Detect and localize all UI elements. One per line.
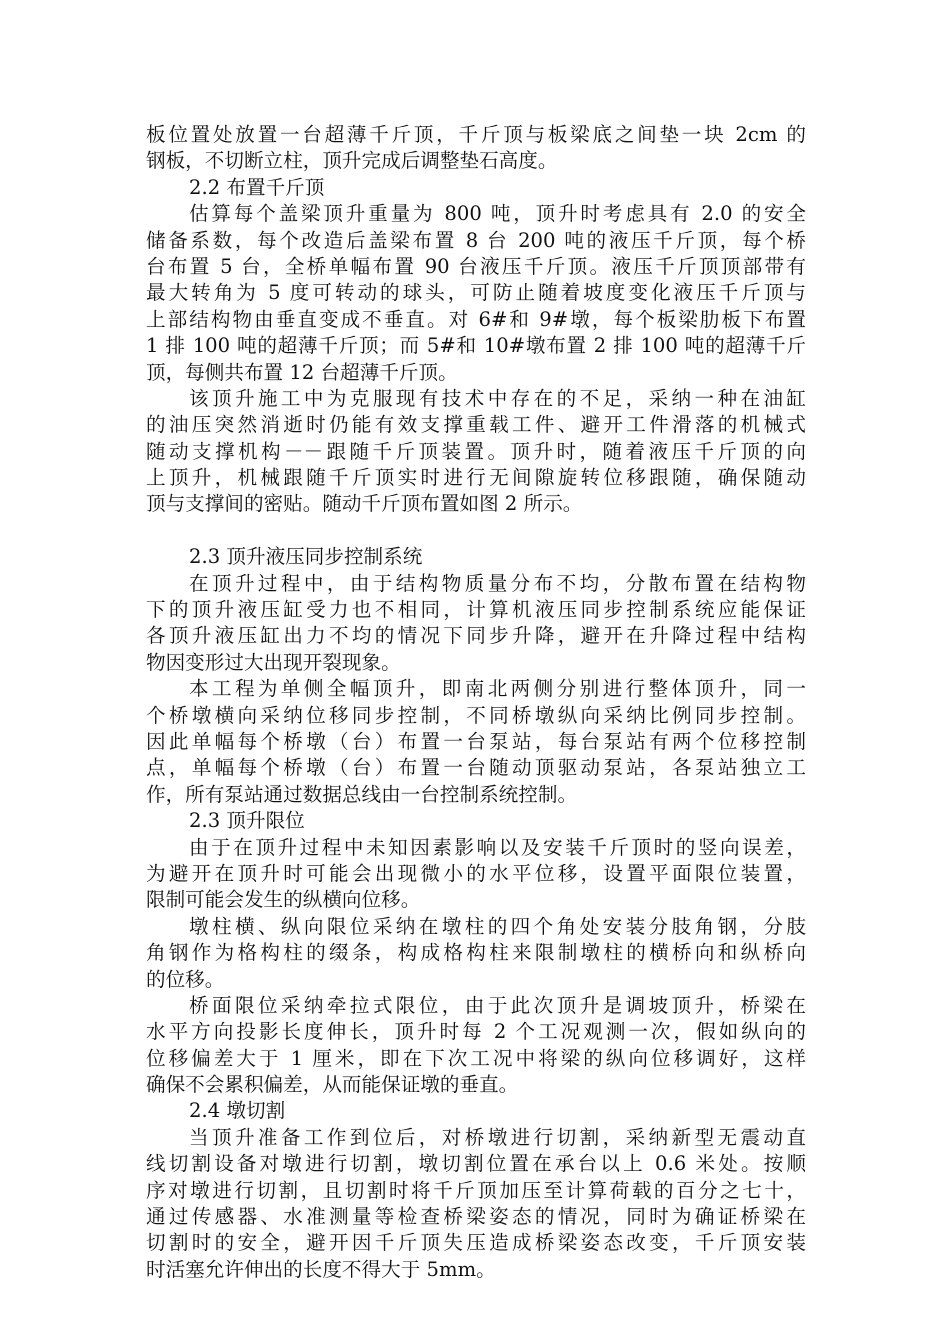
paragraph-line: 的油压突然消逝时仍能有效支撑重载工件、避开工件滑落的机械式 bbox=[146, 413, 806, 437]
paragraph-line: 当顶升准备工作到位后，对桥墩进行切割，采纳新型无震动直 bbox=[189, 1125, 806, 1149]
paragraph-line: 各顶升液压缸出力不均的情况下同步升降，避开在升降过程中结构 bbox=[146, 624, 806, 648]
paragraph-line: 1 排 100 吨的超薄千斤顶；而 5#和 10#墩布置 2 排 100 吨的超薄千斤 bbox=[146, 334, 806, 358]
paragraph-line: 钢板，不切断立柱，顶升完成后调整垫石高度。 bbox=[146, 149, 558, 173]
paragraph-line: 确保不会累积偏差，从而能保证墩的垂直。 bbox=[146, 1073, 519, 1097]
paragraph-line: 顶，每侧共布置 12 台超薄千斤顶。 bbox=[146, 360, 458, 384]
paragraph-line: 切割时的安全，避开因千斤顶失压造成桥梁姿态改变，千斤顶安装 bbox=[146, 1231, 806, 1255]
paragraph-line: 该顶升施工中为克服现有技术中存在的不足，采纳一种在油缸 bbox=[189, 386, 806, 410]
paragraph-line: 在顶升过程中，由于结构物质量分布不均，分散布置在结构物 bbox=[189, 571, 806, 595]
section-heading: 2.4 墩切割 bbox=[189, 1099, 286, 1123]
paragraph-line: 桥面限位采纳牵拉式限位，由于此次顶升是调坡顶升，桥梁在 bbox=[189, 993, 806, 1017]
section-heading: 2.3 顶升液压同步控制系统 bbox=[189, 545, 423, 569]
paragraph-line: 的位移。 bbox=[146, 967, 225, 991]
paragraph-line: 本工程为单侧全幅顶升，即南北两侧分别进行整体顶升，同一 bbox=[189, 677, 806, 701]
paragraph-line: 水平方向投影长度伸长，顶升时每 2 个工况观测一次，假如纵向的 bbox=[146, 1020, 806, 1044]
paragraph-line: 估算每个盖梁顶升重量为 800 吨，顶升时考虑具有 2.0 的安全 bbox=[189, 202, 806, 226]
paragraph-line: 位移偏差大于 1 厘米，即在下次工况中将梁的纵向位移调好，这样 bbox=[146, 1046, 806, 1070]
paragraph-line: 储备系数，每个改造后盖梁布置 8 台 200 吨的液压千斤顶，每个桥 bbox=[146, 228, 806, 252]
paragraph-line: 由于在顶升过程中未知因素影响以及安装千斤顶时的竖向误差， bbox=[189, 835, 806, 859]
paragraph-line: 板位置处放置一台超薄千斤顶，千斤顶与板梁底之间垫一块 2cm 的 bbox=[146, 123, 806, 146]
paragraph-line: 墩柱横、纵向限位采纳在墩柱的四个角处安装分肢角钢，分肢 bbox=[189, 914, 806, 938]
section-heading: 2.3 顶升限位 bbox=[189, 809, 305, 833]
paragraph-line: 物因变形过大出现开裂现象。 bbox=[146, 650, 401, 674]
blank-line bbox=[146, 518, 806, 544]
paragraph-line: 时活塞允许伸出的长度不得大于 5mm。 bbox=[146, 1257, 496, 1281]
paragraph-line: 通过传感器、水准测量等检查桥梁姿态的情况，同时为确证桥梁在 bbox=[146, 1205, 806, 1229]
paragraph-line: 最大转角为 5 度可转动的球头，可防止随着坡度变化液压千斤顶与 bbox=[146, 281, 806, 305]
section-heading: 2.2 布置千斤顶 bbox=[189, 175, 325, 199]
paragraph-line: 为避开在顶升时可能会出现微小的水平位移，设置平面限位装置， bbox=[146, 861, 806, 885]
paragraph-line: 限制可能会发生的纵横向位移。 bbox=[146, 888, 421, 912]
paragraph-line: 点，单幅每个桥墩（台）布置一台随动顶驱动泵站，各泵站独立工 bbox=[146, 756, 806, 780]
paragraph-line: 角钢作为格构柱的缀条，构成格构柱来限制墩柱的横桥向和纵桥向 bbox=[146, 941, 806, 965]
paragraph-line: 上顶升，机械跟随千斤顶实时进行无间隙旋转位移跟随，确保随动 bbox=[146, 466, 806, 490]
paragraph-line: 作，所有泵站通过数据总线由一台控制系统控制。 bbox=[146, 782, 578, 806]
paragraph-line: 顶与支撑间的密贴。随动千斤顶布置如图 2 所示。 bbox=[146, 492, 583, 516]
document-body bbox=[146, 122, 806, 1283]
paragraph-line: 个桥墩横向采纳位移同步控制，不同桥墩纵向采纳比例同步控制。 bbox=[146, 703, 806, 727]
paragraph-line: 序对墩进行切割，且切割时将千斤顶加压至计算荷载的百分之七十， bbox=[146, 1178, 806, 1202]
paragraph-line: 因此单幅每个桥墩（台）布置一台泵站，每台泵站有两个位移控制 bbox=[146, 729, 806, 753]
paragraph-line: 下的顶升液压缸受力也不相同，计算机液压同步控制系统应能保证 bbox=[146, 598, 806, 622]
paragraph-line: 随动支撑机构－－跟随千斤顶装置。顶升时，随着液压千斤顶的向 bbox=[146, 439, 806, 463]
paragraph-line: 线切割设备对墩进行切割，墩切割位置在承台以上 0.6 米处。按顺 bbox=[146, 1152, 806, 1176]
paragraph-line: 上部结构物由垂直变成不垂直。对 6#和 9#墩，每个板梁肋板下布置 bbox=[146, 307, 806, 331]
paragraph-line: 台布置 5 台，全桥单幅布置 90 台液压千斤顶。液压千斤顶顶部带有 bbox=[146, 254, 806, 278]
